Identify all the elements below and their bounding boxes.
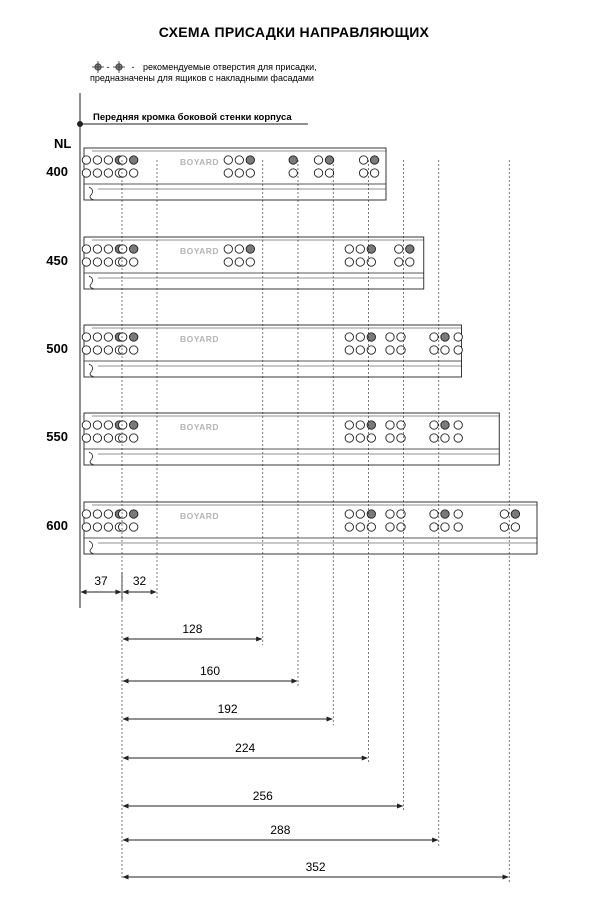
hole: [93, 156, 101, 164]
hole: [82, 510, 90, 518]
legend-dash-2: -: [131, 62, 135, 72]
hole: [356, 523, 364, 531]
front-edge-label: Передняя кромка боковой стенки корпуса: [93, 112, 292, 123]
hole: [104, 523, 112, 531]
boyard-logo: BOYARD: [180, 422, 220, 432]
hole: [397, 434, 405, 442]
hole: [119, 156, 127, 164]
recommended-hole: [370, 156, 378, 164]
hole: [406, 258, 414, 266]
hole: [130, 523, 138, 531]
hole: [224, 169, 232, 177]
rail-400: [46, 148, 386, 200]
dimension-192: [123, 702, 332, 719]
diagram-title: СХЕМА ПРИСАДКИ НАПРАВЛЯЮЩИХ: [158, 24, 430, 40]
offset-label: 37: [94, 574, 108, 588]
hole: [82, 169, 90, 177]
rail-500: [46, 325, 462, 377]
hole: [359, 156, 367, 164]
hole: [386, 510, 394, 518]
offset-32: [123, 574, 156, 592]
hole: [356, 421, 364, 429]
hole: [397, 346, 405, 354]
offset-dimensions: [80, 572, 156, 600]
rail-nl-label: 400: [46, 164, 68, 179]
hole: [356, 258, 364, 266]
recommended-hole: [441, 510, 449, 518]
hole: [93, 434, 101, 442]
hole: [345, 510, 353, 518]
hole: [356, 346, 364, 354]
hole: [430, 421, 438, 429]
hole: [386, 523, 394, 531]
hole: [386, 333, 394, 341]
hole: [325, 169, 333, 177]
hole: [454, 523, 462, 531]
hole: [454, 333, 462, 341]
hole: [345, 346, 353, 354]
recommended-hole: [246, 156, 254, 164]
hole: [93, 510, 101, 518]
recommended-hole: [441, 333, 449, 341]
hole: [345, 258, 353, 266]
hole: [511, 523, 519, 531]
hole: [356, 510, 364, 518]
hole: [104, 434, 112, 442]
dimension-label: 128: [182, 622, 203, 636]
hole: [82, 333, 90, 341]
hole: [395, 258, 403, 266]
hole: [104, 421, 112, 429]
dimension-128: [123, 622, 262, 639]
hole-spacing-dimensions: [123, 622, 508, 877]
hole: [224, 156, 232, 164]
boyard-logo: BOYARD: [180, 246, 220, 256]
hole: [345, 245, 353, 253]
dimension-label: 288: [270, 823, 291, 837]
dimension-288: [123, 823, 438, 840]
recommended-hole: [130, 333, 138, 341]
hole: [386, 346, 394, 354]
rails: [46, 148, 537, 554]
recommended-hole: [246, 245, 254, 253]
recommended-hole: [441, 421, 449, 429]
hole: [104, 156, 112, 164]
hole: [430, 510, 438, 518]
rail-600: [46, 502, 537, 554]
recommended-hole: [325, 156, 333, 164]
hole: [356, 333, 364, 341]
hole: [359, 169, 367, 177]
hole: [224, 245, 232, 253]
nl-label: NL: [54, 136, 72, 151]
hole: [397, 510, 405, 518]
hole: [93, 245, 101, 253]
hole: [454, 510, 462, 518]
rail-nl-label: 550: [46, 429, 68, 444]
hole: [345, 523, 353, 531]
hole: [82, 434, 90, 442]
hole: [356, 245, 364, 253]
hole: [119, 169, 127, 177]
hole: [454, 346, 462, 354]
offset-label: 32: [132, 574, 147, 588]
hole: [93, 421, 101, 429]
hole: [104, 169, 112, 177]
rail-body: [84, 502, 537, 554]
hole: [397, 421, 405, 429]
legend: [90, 61, 317, 83]
hole: [314, 156, 322, 164]
hole: [395, 245, 403, 253]
hole: [104, 258, 112, 266]
hole: [289, 169, 297, 177]
boyard-logo: BOYARD: [180, 157, 220, 167]
hole: [104, 333, 112, 341]
hole: [430, 333, 438, 341]
recommended-hole: [130, 421, 138, 429]
hole: [345, 333, 353, 341]
hole: [82, 346, 90, 354]
hole: [93, 346, 101, 354]
hole: [397, 333, 405, 341]
recommended-hole: [130, 510, 138, 518]
hole: [119, 421, 127, 429]
hole: [93, 169, 101, 177]
hole: [130, 169, 138, 177]
hole: [386, 434, 394, 442]
legend-line-1: рекомендуемые отверстия для присадки,: [143, 62, 317, 72]
hole: [93, 333, 101, 341]
hole: [500, 510, 508, 518]
hole: [441, 434, 449, 442]
hole: [430, 434, 438, 442]
recommended-hole: [289, 156, 297, 164]
hole: [130, 434, 138, 442]
hole: [386, 421, 394, 429]
legend-line-2: предназначены для ящиков с накладными фасадами: [90, 73, 314, 83]
hole: [441, 346, 449, 354]
rail-nl-label: 600: [46, 518, 68, 533]
hole: [441, 523, 449, 531]
hole: [82, 421, 90, 429]
hole: [314, 169, 322, 177]
hole: [356, 434, 364, 442]
hole: [119, 510, 127, 518]
hole: [430, 346, 438, 354]
hole: [430, 523, 438, 531]
hole: [246, 258, 254, 266]
hole: [454, 421, 462, 429]
rail-450: [46, 237, 423, 289]
recommended-hole: [406, 245, 414, 253]
dimension-label: 160: [199, 664, 221, 678]
hole: [235, 245, 243, 253]
hole: [104, 510, 112, 518]
recommended-hole: [511, 510, 519, 518]
hole: [345, 434, 353, 442]
hole: [130, 258, 138, 266]
hole: [345, 421, 353, 429]
hole: [119, 245, 127, 253]
dimension-label: 352: [305, 860, 326, 874]
dimension-224: [123, 741, 367, 758]
hole: [93, 258, 101, 266]
dimension-label: 256: [252, 789, 273, 803]
offset-37: [81, 574, 121, 592]
hole: [82, 258, 90, 266]
hole: [370, 169, 378, 177]
hole: [224, 258, 232, 266]
rail-nl-label: 450: [46, 253, 68, 268]
hole: [246, 169, 254, 177]
hole: [454, 434, 462, 442]
hole: [82, 156, 90, 164]
hole: [500, 523, 508, 531]
boyard-logo: BOYARD: [180, 334, 220, 344]
hole: [397, 523, 405, 531]
legend-dash: -: [106, 62, 110, 72]
dimension-label: 192: [217, 702, 238, 716]
recommended-hole: [130, 156, 138, 164]
dimension-label: 224: [235, 741, 256, 755]
hole: [104, 346, 112, 354]
hole: [119, 346, 127, 354]
boyard-logo: BOYARD: [180, 511, 220, 521]
hole: [93, 523, 101, 531]
hole: [82, 245, 90, 253]
rail-550: [46, 413, 499, 465]
hole: [119, 258, 127, 266]
hole: [119, 434, 127, 442]
rail-nl-label: 500: [46, 341, 68, 356]
dimension-352: [123, 860, 508, 877]
hole: [235, 169, 243, 177]
hole: [130, 346, 138, 354]
hole: [235, 258, 243, 266]
hole: [82, 523, 90, 531]
dimension-256: [123, 789, 403, 806]
hole: [104, 245, 112, 253]
recommended-hole: [130, 245, 138, 253]
hole: [119, 523, 127, 531]
hole: [235, 156, 243, 164]
dimension-160: [123, 664, 297, 681]
hole: [119, 333, 127, 341]
